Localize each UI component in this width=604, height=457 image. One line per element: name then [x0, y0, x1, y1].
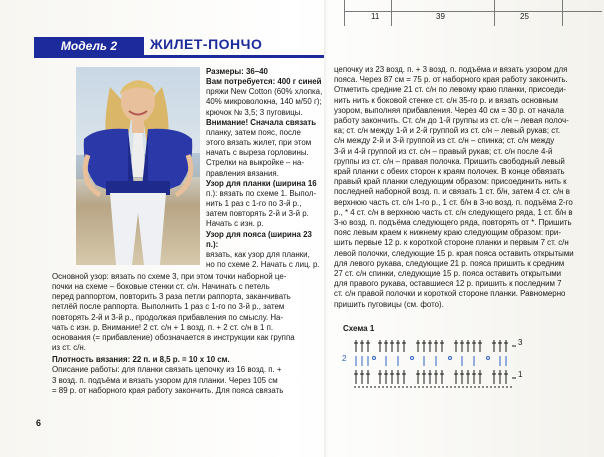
materials-line: крючок № 3,5; 3 пуговицы. [206, 107, 303, 117]
text-line: из ст. с/н. [52, 343, 86, 353]
table-rule [344, 11, 602, 12]
instruction-line: планку, затем пояс, после [206, 127, 301, 137]
scheme-row-3 [354, 340, 508, 352]
model-label: Модель 2 [34, 37, 144, 55]
text-line: шить первые 12 р. к короткой стороне планки и первым 7 ст. с/н [334, 238, 569, 248]
scheme-row-2 [356, 356, 506, 366]
text-line: последней наборной возд. п. и связать 1 ст. б/н, затем 4 ст. с/н в [334, 187, 570, 197]
instruction-line: правления вязания. [206, 168, 279, 178]
text-line: ка; ст. с/н между 1-й и 2-й группой из ст. с/н – левый рукав; ст. [334, 126, 561, 136]
text-line: повторять 2-й и 3-й р., продолжая прибавления по смыслу. На- [52, 312, 284, 322]
gauge-line: Плотность вязания: 22 п. и 8,5 р. = 10 х 10 см. [52, 355, 230, 365]
instruction-line: затем повторять 2-й и 3-й р. [206, 209, 309, 219]
table-number: 39 [436, 12, 445, 21]
text-line: верхнюю часть ст. с/н 1-го р., 1 ст. б/н в 3-ю возд. п. подъёма 2-го [334, 197, 573, 207]
instruction-line: Узор для планки (ширина 16 [206, 178, 317, 188]
main-pattern-text [52, 272, 324, 396]
text-line: нить нить к боковой стенке ст. с/н 35-го р. и вязать основным [334, 95, 558, 105]
text-line: р., * 4 ст. с/н в верхнюю часть ст. с/н следующего ряда, 1 ст. б/н в [334, 207, 573, 217]
scheme-row-label: 1 [518, 370, 523, 379]
materials-line: пряжи New Cotton (60% хлопка, [206, 87, 323, 97]
table-divider [562, 0, 563, 26]
text-line: 3 возд. п. подъёма и вязать узором для планки. Через 105 см [52, 375, 278, 385]
table-divider [391, 0, 392, 26]
instruction-line: нить 1 раз с 1-го по 3-й р., [206, 199, 302, 209]
text-line: почки на схеме – боковые стенки ст. с/н. Начинать с петель [52, 282, 270, 292]
text-line: 3-й и 4-й группой из ст. с/н – правый рукав; ст. с/н после 4-й [334, 146, 553, 156]
scheme-row-label: 3 [518, 338, 523, 347]
text-line: Отметить средние 21 ст. с/н по левому краю планки, присоеди- [334, 85, 567, 95]
crochet-scheme [342, 334, 523, 395]
materials-line: Вам потребуется: 400 г синей [206, 77, 322, 87]
text-line: группы из ст. с/н – правая полочка. Пришить свободный левый [334, 156, 565, 166]
text-line: перед раппортом, повторить 3 раза петли раппорта, заканчивать [52, 292, 291, 302]
text-line: для правого рукава, оставшиеся 12 р. пришить к последним 7 [334, 279, 562, 289]
text-line: с/н между 2-й и 3-й группой из ст. с/н – спинка; ст. с/н между [334, 136, 555, 146]
text-line: пояса. Через 87 см = 75 р. от наборного края работу закончить. [334, 75, 568, 85]
model-illustration [76, 67, 200, 265]
text-line: 3-ю возд. п. подъёма следующего ряда, повторять от *. Пришить [334, 218, 572, 228]
instruction-line: этого вязать жилет, при этом [206, 138, 312, 148]
text-line: пришить пуговицы (см. фото). [334, 299, 444, 309]
scheme-diagram [352, 334, 522, 390]
page-fold [324, 0, 328, 457]
title-rule [34, 55, 324, 58]
table-number: 11 [371, 12, 380, 21]
right-column-text [334, 65, 602, 310]
scheme-row-1 [354, 370, 512, 387]
page-number: 6 [36, 418, 42, 428]
text-line: работу закончить. Ст. с/н до 1-й группы из ст. с/н – левая полоч- [334, 116, 569, 126]
text-line: Основной узор: вязать по схеме 3, при этом точки наборной це- [52, 272, 287, 281]
text-line: чать с изн. р. Внимание! 2 ст. с/н + 1 возд. п. + 2 ст. с/н в 1 п. [52, 322, 274, 332]
text-line: петлёй после раппорта. Выполнить 1 раз с 1-го по 3-й р., затем [52, 302, 285, 312]
sizes-line: Размеры: 36–40 [206, 67, 268, 76]
text-line: 27 ст. с/н спинки, следующие 15 р. пояса оставить открытыми [334, 269, 562, 279]
materials-line: 40% микроволокна, 140 м/50 г); [206, 97, 322, 107]
instruction-line: Узор для пояса (ширина 23 п.): [206, 229, 312, 249]
text-line: узором, выполняя прибавления. Через 40 см = 30 р. от начала [334, 105, 564, 115]
scheme-title: Схема 1 [343, 324, 375, 333]
scheme-row-label: 2 [342, 354, 347, 363]
instruction-line: вязать, как узор для планки, [206, 249, 310, 259]
intro-block [206, 67, 324, 270]
instruction-line: Стрелки на выкройке – на- [206, 158, 304, 168]
table-divider [494, 0, 495, 26]
text-line: край планки с обеих сторон к краям полочек. В конце обвязать [334, 167, 565, 177]
text-line: основания (= прибавление) обозначается в инструкции как группа [52, 332, 295, 342]
instruction-line: но по схеме 2. Начать с лиц. р. [206, 259, 320, 269]
text-line: для левого рукава, следующие 21 р. пояса пришить к средним [334, 258, 565, 268]
text-line: цепочку из 23 возд. п. + 3 возд. п. подъёма и вязать узором для [334, 65, 568, 74]
page-title: ЖИЛЕТ-ПОНЧО [150, 36, 263, 52]
text-line: правый край планки следующим образом: присоединить нить к [334, 177, 567, 187]
text-line: левой полочки, следующие 15 р. края пояса оставить открытыми [334, 248, 574, 258]
text-line: пояс левым краем к нижнему краю следующим образом: при- [334, 228, 561, 238]
text-line: Описание работы: для планки связать цепочку из 16 возд. п. + [52, 365, 282, 375]
instruction-line: начать с выреза горловины. [206, 148, 309, 158]
instruction-line: Начать с изн. р. [206, 219, 264, 229]
top-table-strip [344, 0, 602, 26]
table-divider [344, 0, 345, 26]
instruction-line: Внимание! Сначала связать [206, 117, 317, 127]
instruction-line: п.): вязать по схеме 1. Выпол- [206, 188, 317, 198]
text-line: = 89 р. от наборного края работу закончить. Для пояса связать [52, 385, 284, 395]
table-number: 25 [520, 12, 529, 21]
text-line: ст. с/н правой полочки и короткой стороне планки. Равномерно [334, 289, 566, 299]
model-photo [76, 67, 200, 265]
